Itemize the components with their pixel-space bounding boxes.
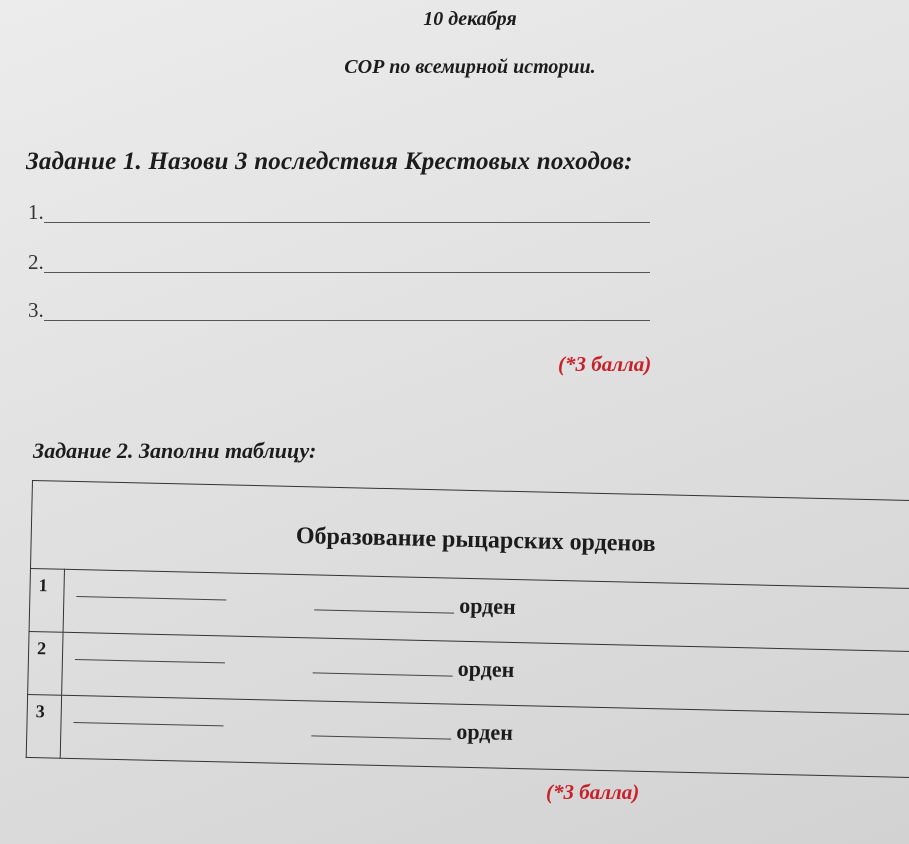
fill-blank[interactable] xyxy=(311,735,451,739)
answer-number: 1. xyxy=(28,200,44,224)
row-number: 1 xyxy=(29,568,64,632)
task2-score: (*3 балла) xyxy=(546,780,640,804)
orders-table xyxy=(26,480,909,778)
orders-table-wrapper xyxy=(25,480,909,820)
row-number: 3 xyxy=(26,694,61,758)
subject-heading: СОР по всемирной истории. xyxy=(344,56,596,78)
fill-blank[interactable] xyxy=(313,672,453,676)
table-title: Образование рыцарских орденов xyxy=(30,481,909,589)
order-label: орден xyxy=(458,592,517,620)
row-number: 2 xyxy=(28,631,63,695)
answer-number: 3. xyxy=(28,298,44,322)
order-label: орден xyxy=(456,718,514,745)
task1-score: (*3 балла) xyxy=(558,352,652,376)
answer-blank[interactable] xyxy=(44,320,650,321)
answer-number: 2. xyxy=(28,250,44,274)
fill-blank[interactable] xyxy=(73,722,223,726)
fill-blank[interactable] xyxy=(314,609,454,613)
date-heading: 10 декабря xyxy=(423,8,517,30)
fill-blank[interactable] xyxy=(75,659,225,663)
answer-blank[interactable] xyxy=(44,222,650,223)
fill-blank[interactable] xyxy=(76,596,226,600)
order-label: орден xyxy=(457,655,515,682)
task1-title: Задание 1. Назови 3 последствия Крестовых походов: xyxy=(26,148,633,175)
answer-blank[interactable] xyxy=(44,272,650,273)
task2-title: Задание 2. Заполни таблицу: xyxy=(33,438,317,463)
